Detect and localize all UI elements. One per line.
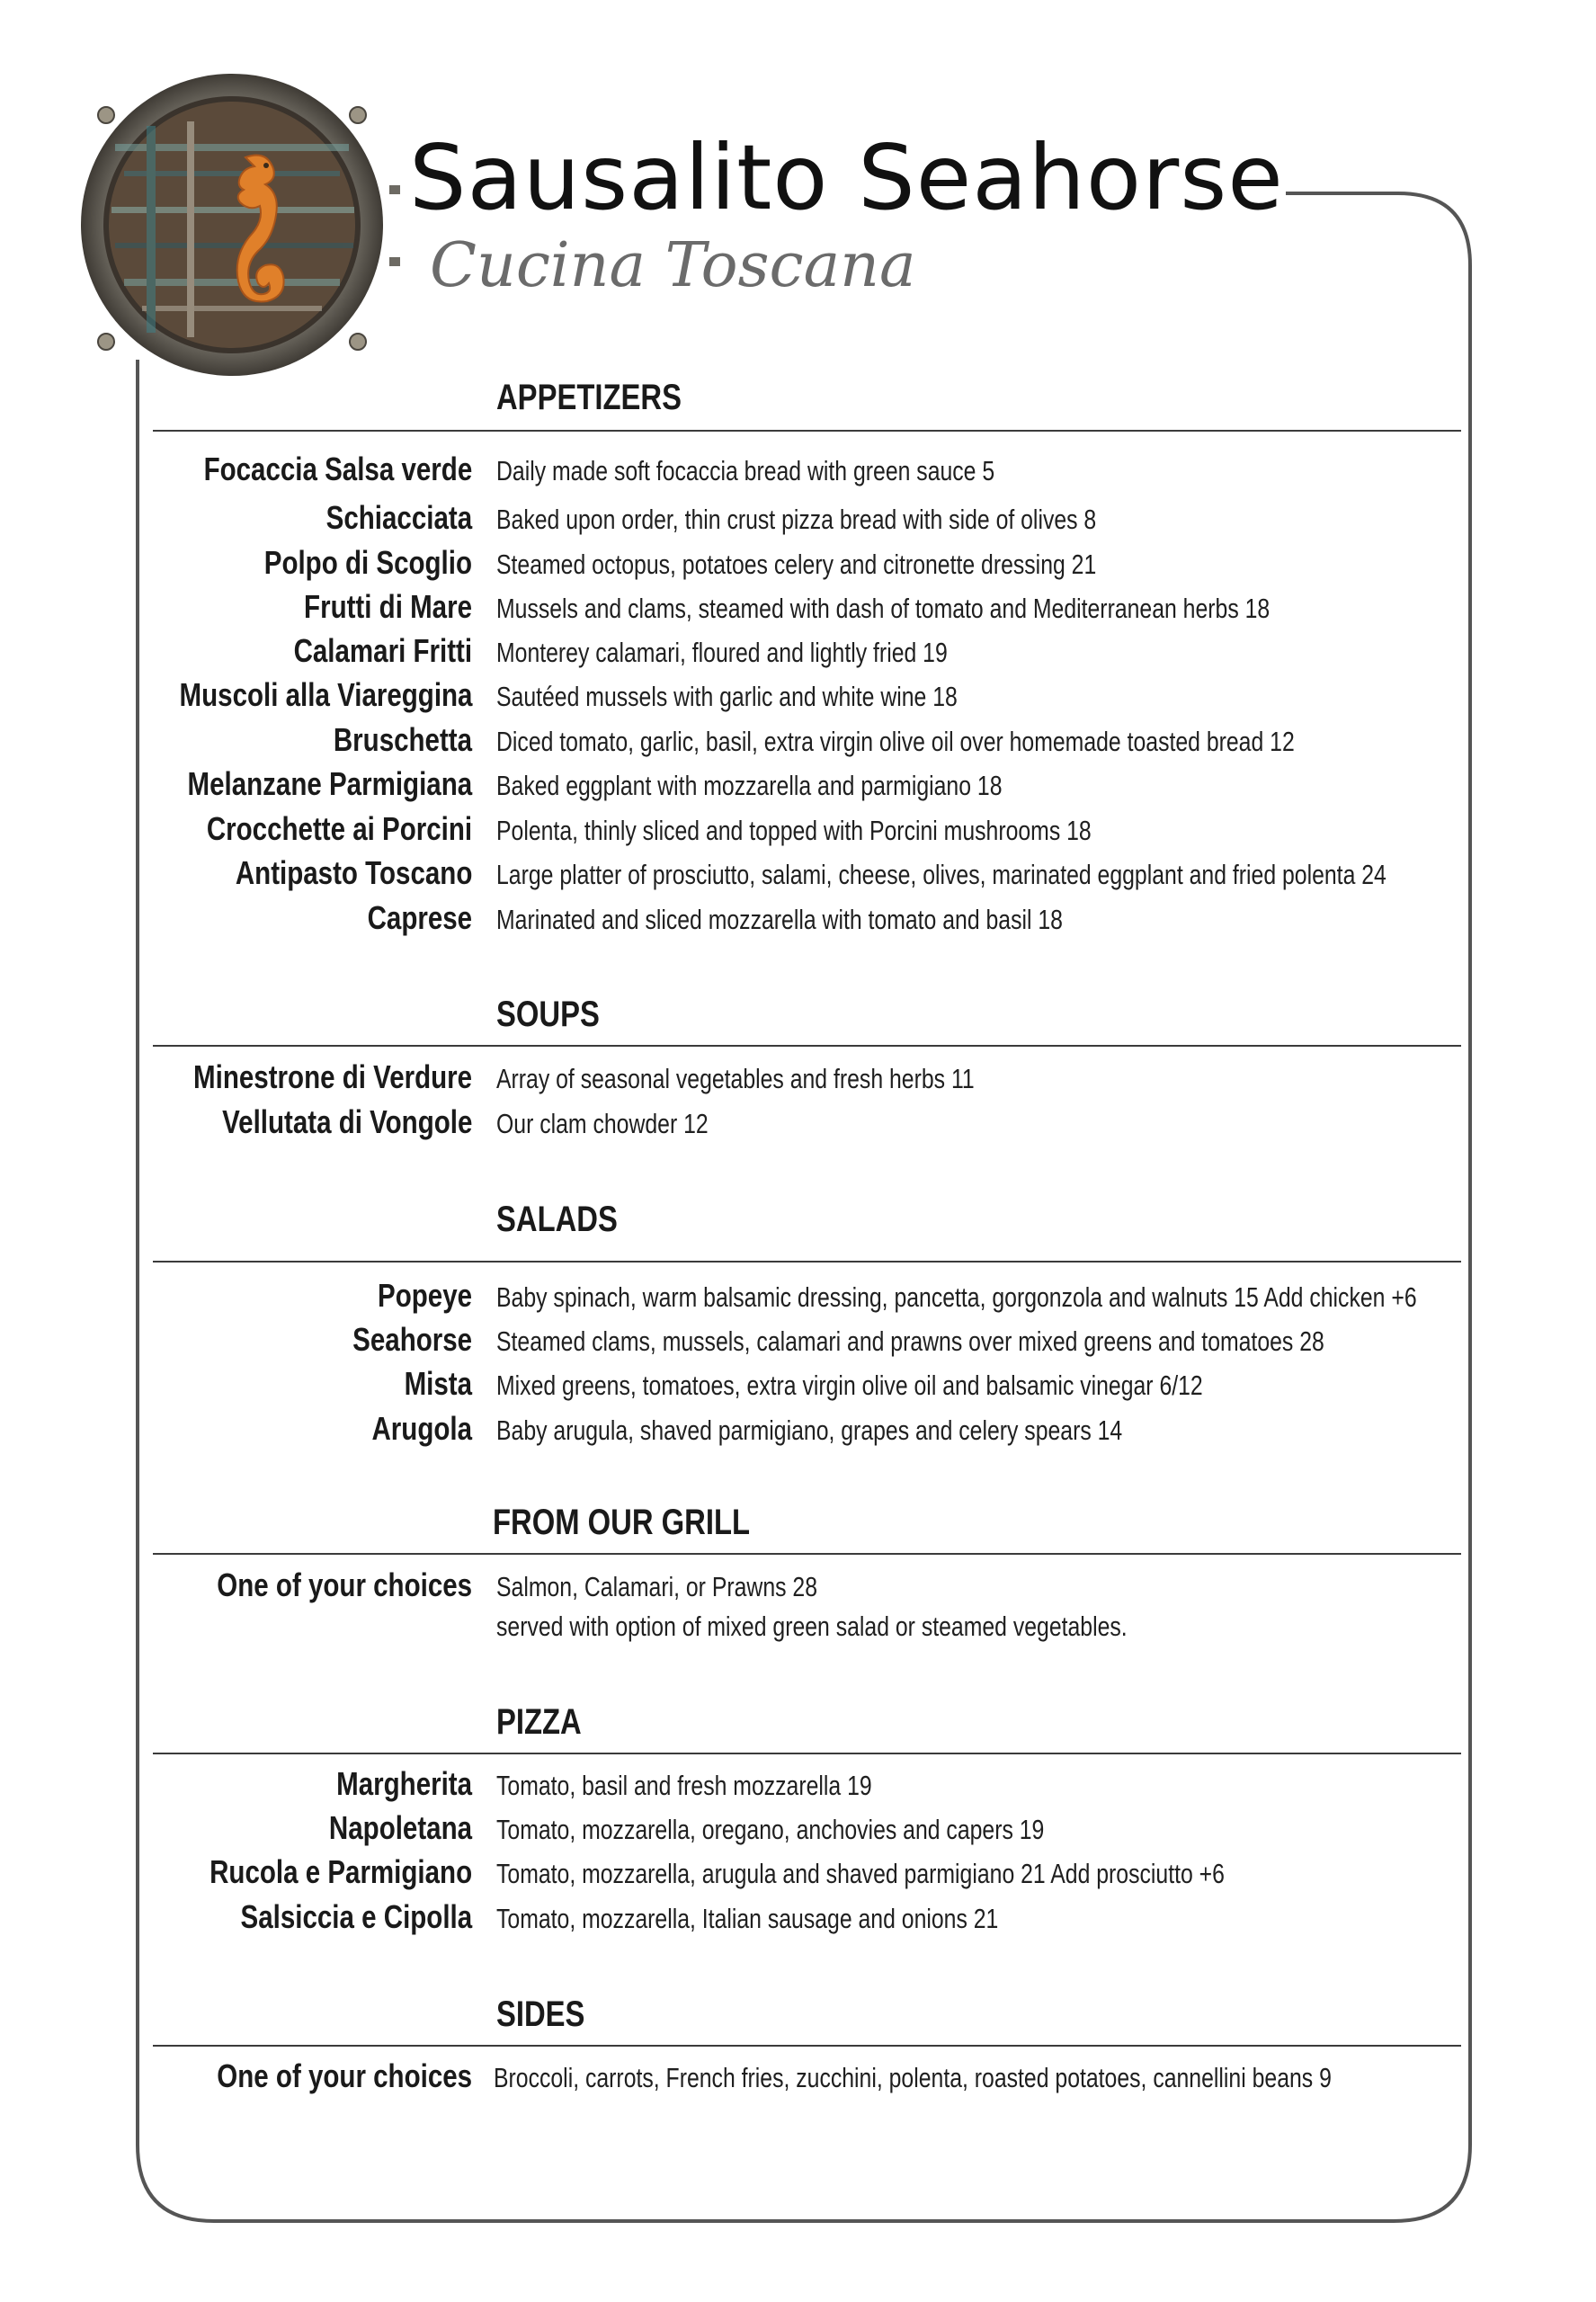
menu-item [0,1809,1596,1855]
menu-item [0,1898,1596,1944]
item-description: Steamed octopus, potatoes celery and citronette dressing 21 [496,549,1097,580]
item-description: Tomato, mozzarella, oregano, anchovies and capers 19 [496,1814,1045,1845]
section-heading: PIZZA [496,1702,582,1742]
item-name: Muscoli alla Viareggina [179,676,472,713]
item-description: Sautéed mussels with garlic and white wine 18 [496,681,958,712]
item-description: Diced tomato, garlic, basil, extra virgin olive oil over homemade toasted bread 12 [496,726,1295,757]
item-description: Large platter of prosciutto, salami, cheese, olives, marinated eggplant and fried polenta 24 [496,859,1386,890]
item-name: Napoletana [328,1809,472,1846]
section-divider [153,1261,1461,1263]
item-name: Frutti di Mare [304,588,472,625]
item-description: Tomato, mozzarella, arugula and shaved parmigiano 21 Add prosciutto +6 [496,1858,1225,1889]
menu-item [0,2057,1596,2103]
menu-item [0,632,1596,678]
item-name: Mista [404,1365,472,1402]
menu-item [0,721,1596,767]
menu-item [0,899,1596,945]
menu-item [0,1321,1596,1367]
item-description: Salmon, Calamari, or Prawns 28 [496,1571,817,1602]
item-description: Broccoli, carrots, French fries, zucchini, polenta, roasted potatoes, cannellini beans 9 [494,2062,1332,2093]
item-description: Mussels and clams, steamed with dash of tomato and Mediterranean herbs 18 [496,593,1271,624]
item-description: Mixed greens, tomatoes, extra virgin olive oil and balsamic vinegar 6/12 [496,1370,1203,1401]
item-name: One of your choices [217,2057,472,2094]
item-description: Array of seasonal vegetables and fresh herbs 11 [496,1063,975,1094]
menu-item [0,588,1596,634]
section-heading: FROM OUR GRILL [493,1503,751,1542]
item-name: Bruschetta [333,721,472,758]
menu-item [0,1410,1596,1456]
menu-item [0,1566,1596,1655]
item-description: Daily made soft focaccia bread with green sauce 5 [496,455,995,486]
menu-item [0,1277,1596,1323]
item-name: Focaccia Salsa verde [203,451,472,487]
item-name: Polpo di Scoglio [263,544,472,581]
item-description: Baby arugula, shaved parmigiano, grapes and celery spears 14 [496,1414,1123,1446]
item-description: Baked upon order, thin crust pizza bread with side of olives 8 [496,504,1097,535]
item-name: Calamari Fritti [293,632,472,669]
item-name: Melanzane Parmigiana [187,765,472,802]
item-name: Arugola [371,1410,472,1447]
menu-item [0,1765,1596,1811]
menu-item [0,544,1596,590]
menu-item [0,1853,1596,1899]
item-description: Monterey calamari, floured and lightly fried 19 [496,637,948,668]
restaurant-name: Sausalito Seahorse [409,125,1284,230]
menu-item [0,1103,1596,1149]
menu-item [0,1365,1596,1411]
section-heading: SIDES [496,1994,585,2034]
item-description: Our clam chowder 12 [496,1108,709,1139]
item-description-note: served with option of mixed green salad or steamed vegetables. [496,1611,1128,1642]
item-name: Schiacciata [325,499,472,536]
item-description: Polenta, thinly sliced and topped with Porcini mushrooms 18 [496,815,1092,846]
section-divider [153,1553,1461,1555]
item-name: Caprese [367,899,472,936]
restaurant-subtitle: Cucina Toscana [430,230,916,301]
item-name: Crocchette ai Porcini [206,810,472,847]
item-description: Steamed clams, mussels, calamari and prawns over mixed greens and tomatoes 28 [496,1325,1324,1357]
item-name: Seahorse [352,1321,472,1358]
menu-item [0,453,1596,496]
section-heading: SALADS [496,1200,618,1239]
item-name: Salsiccia e Cipolla [240,1898,472,1935]
item-name: Antipasto Toscano [235,854,472,891]
item-name: Popeye [377,1277,472,1314]
menu-item [0,765,1596,811]
section-divider [153,430,1461,432]
item-name: Rucola e Parmigiano [209,1853,472,1890]
item-description: Baked eggplant with mozzarella and parmigiano 18 [496,770,1003,801]
item-description: Tomato, basil and fresh mozzarella 19 [496,1770,872,1801]
section-divider [153,1753,1461,1754]
item-description: Baby spinach, warm balsamic dressing, pancetta, gorgonzola and walnuts 15 Add chicken +6 [496,1281,1417,1313]
section-divider [153,1045,1461,1047]
item-description: Tomato, mozzarella, Italian sausage and onions 21 [496,1903,999,1934]
menu-item [0,854,1596,900]
menu-item [0,1058,1596,1104]
section-heading: SOUPS [496,995,600,1034]
section-heading: APPETIZERS [496,378,682,417]
item-description: Marinated and sliced mozzarella with tomato and basil 18 [496,904,1063,935]
menu-item [0,499,1596,545]
item-name: Margherita [336,1765,472,1802]
item-name: Vellutata di Vongole [221,1103,472,1140]
item-name: Minestrone di Verdure [192,1058,472,1095]
item-name: One of your choices [217,1566,472,1603]
menu-item [0,676,1596,722]
menu-item [0,810,1596,856]
section-divider [153,2045,1461,2047]
